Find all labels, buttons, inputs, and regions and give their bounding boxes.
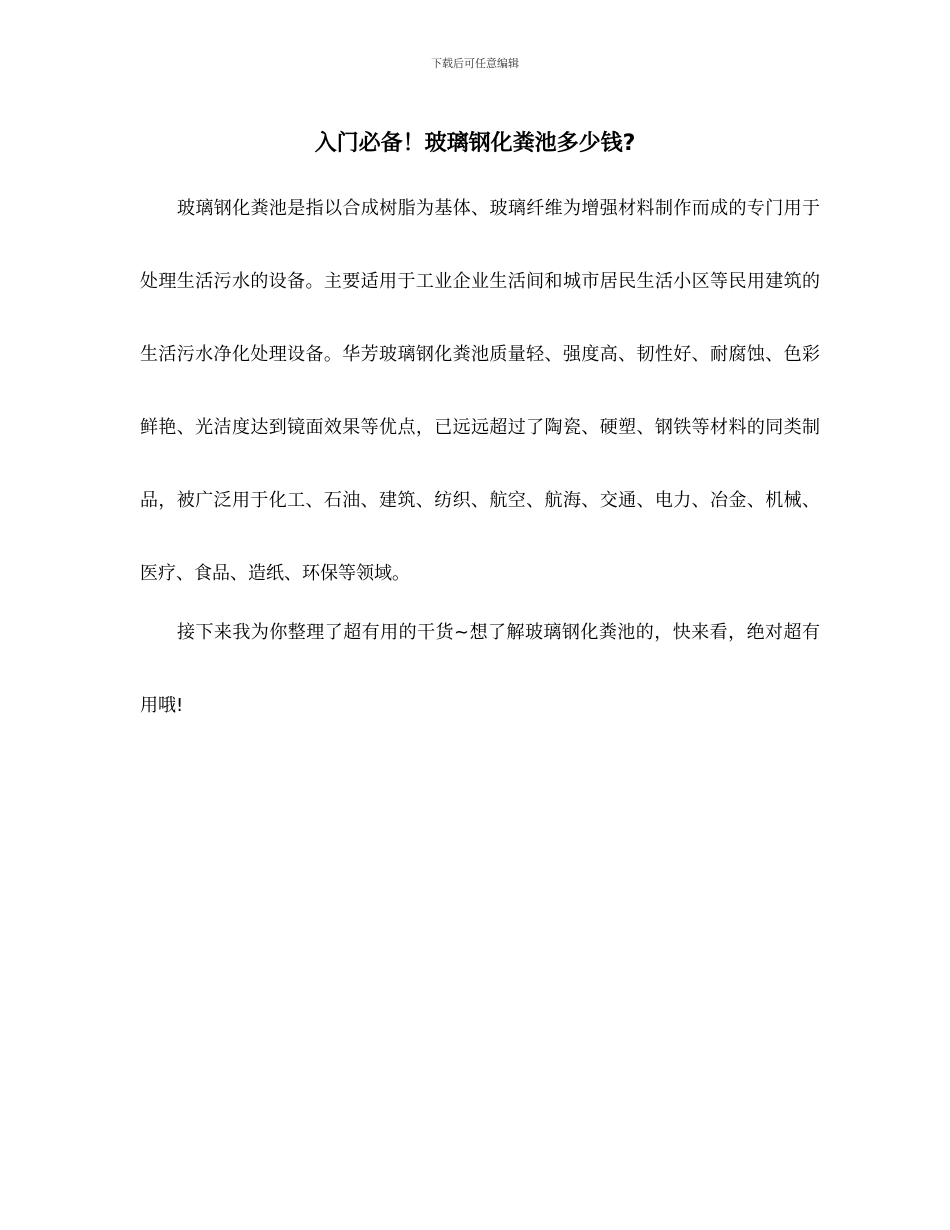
document-title: 入门必备！玻璃钢化粪池多少钱? — [314, 131, 636, 156]
body-paragraph-2: 接下来我为你整理了超有用的干货~想了解玻璃钢化粪池的，快来看，绝对超有用哦! — [140, 622, 820, 716]
header-note: 下载后可任意编辑 — [431, 57, 519, 70]
body-paragraph-1: 玻璃钢化粪池是指以合成树脂为基体、玻璃纤维为增强材料制作而成的专门用于处理生活污水的设备。主要适用于工业企业生活间和城市居民生活小区等民用建筑的生活污水净化处理设备。华芳玻璃钢化粪池质量轻、强度高、韧性好、耐腐蚀、色彩鲜艳、光洁度达到镜面效果等优点，已远远超过了陶瓷、硬塑、钢铁等材料的同类制品，被广泛用于化工、石油、建筑、纺织、航空、航海、交通、电力、冶金、机械、医疗、食品、造纸、环保等领域。 — [140, 198, 820, 584]
